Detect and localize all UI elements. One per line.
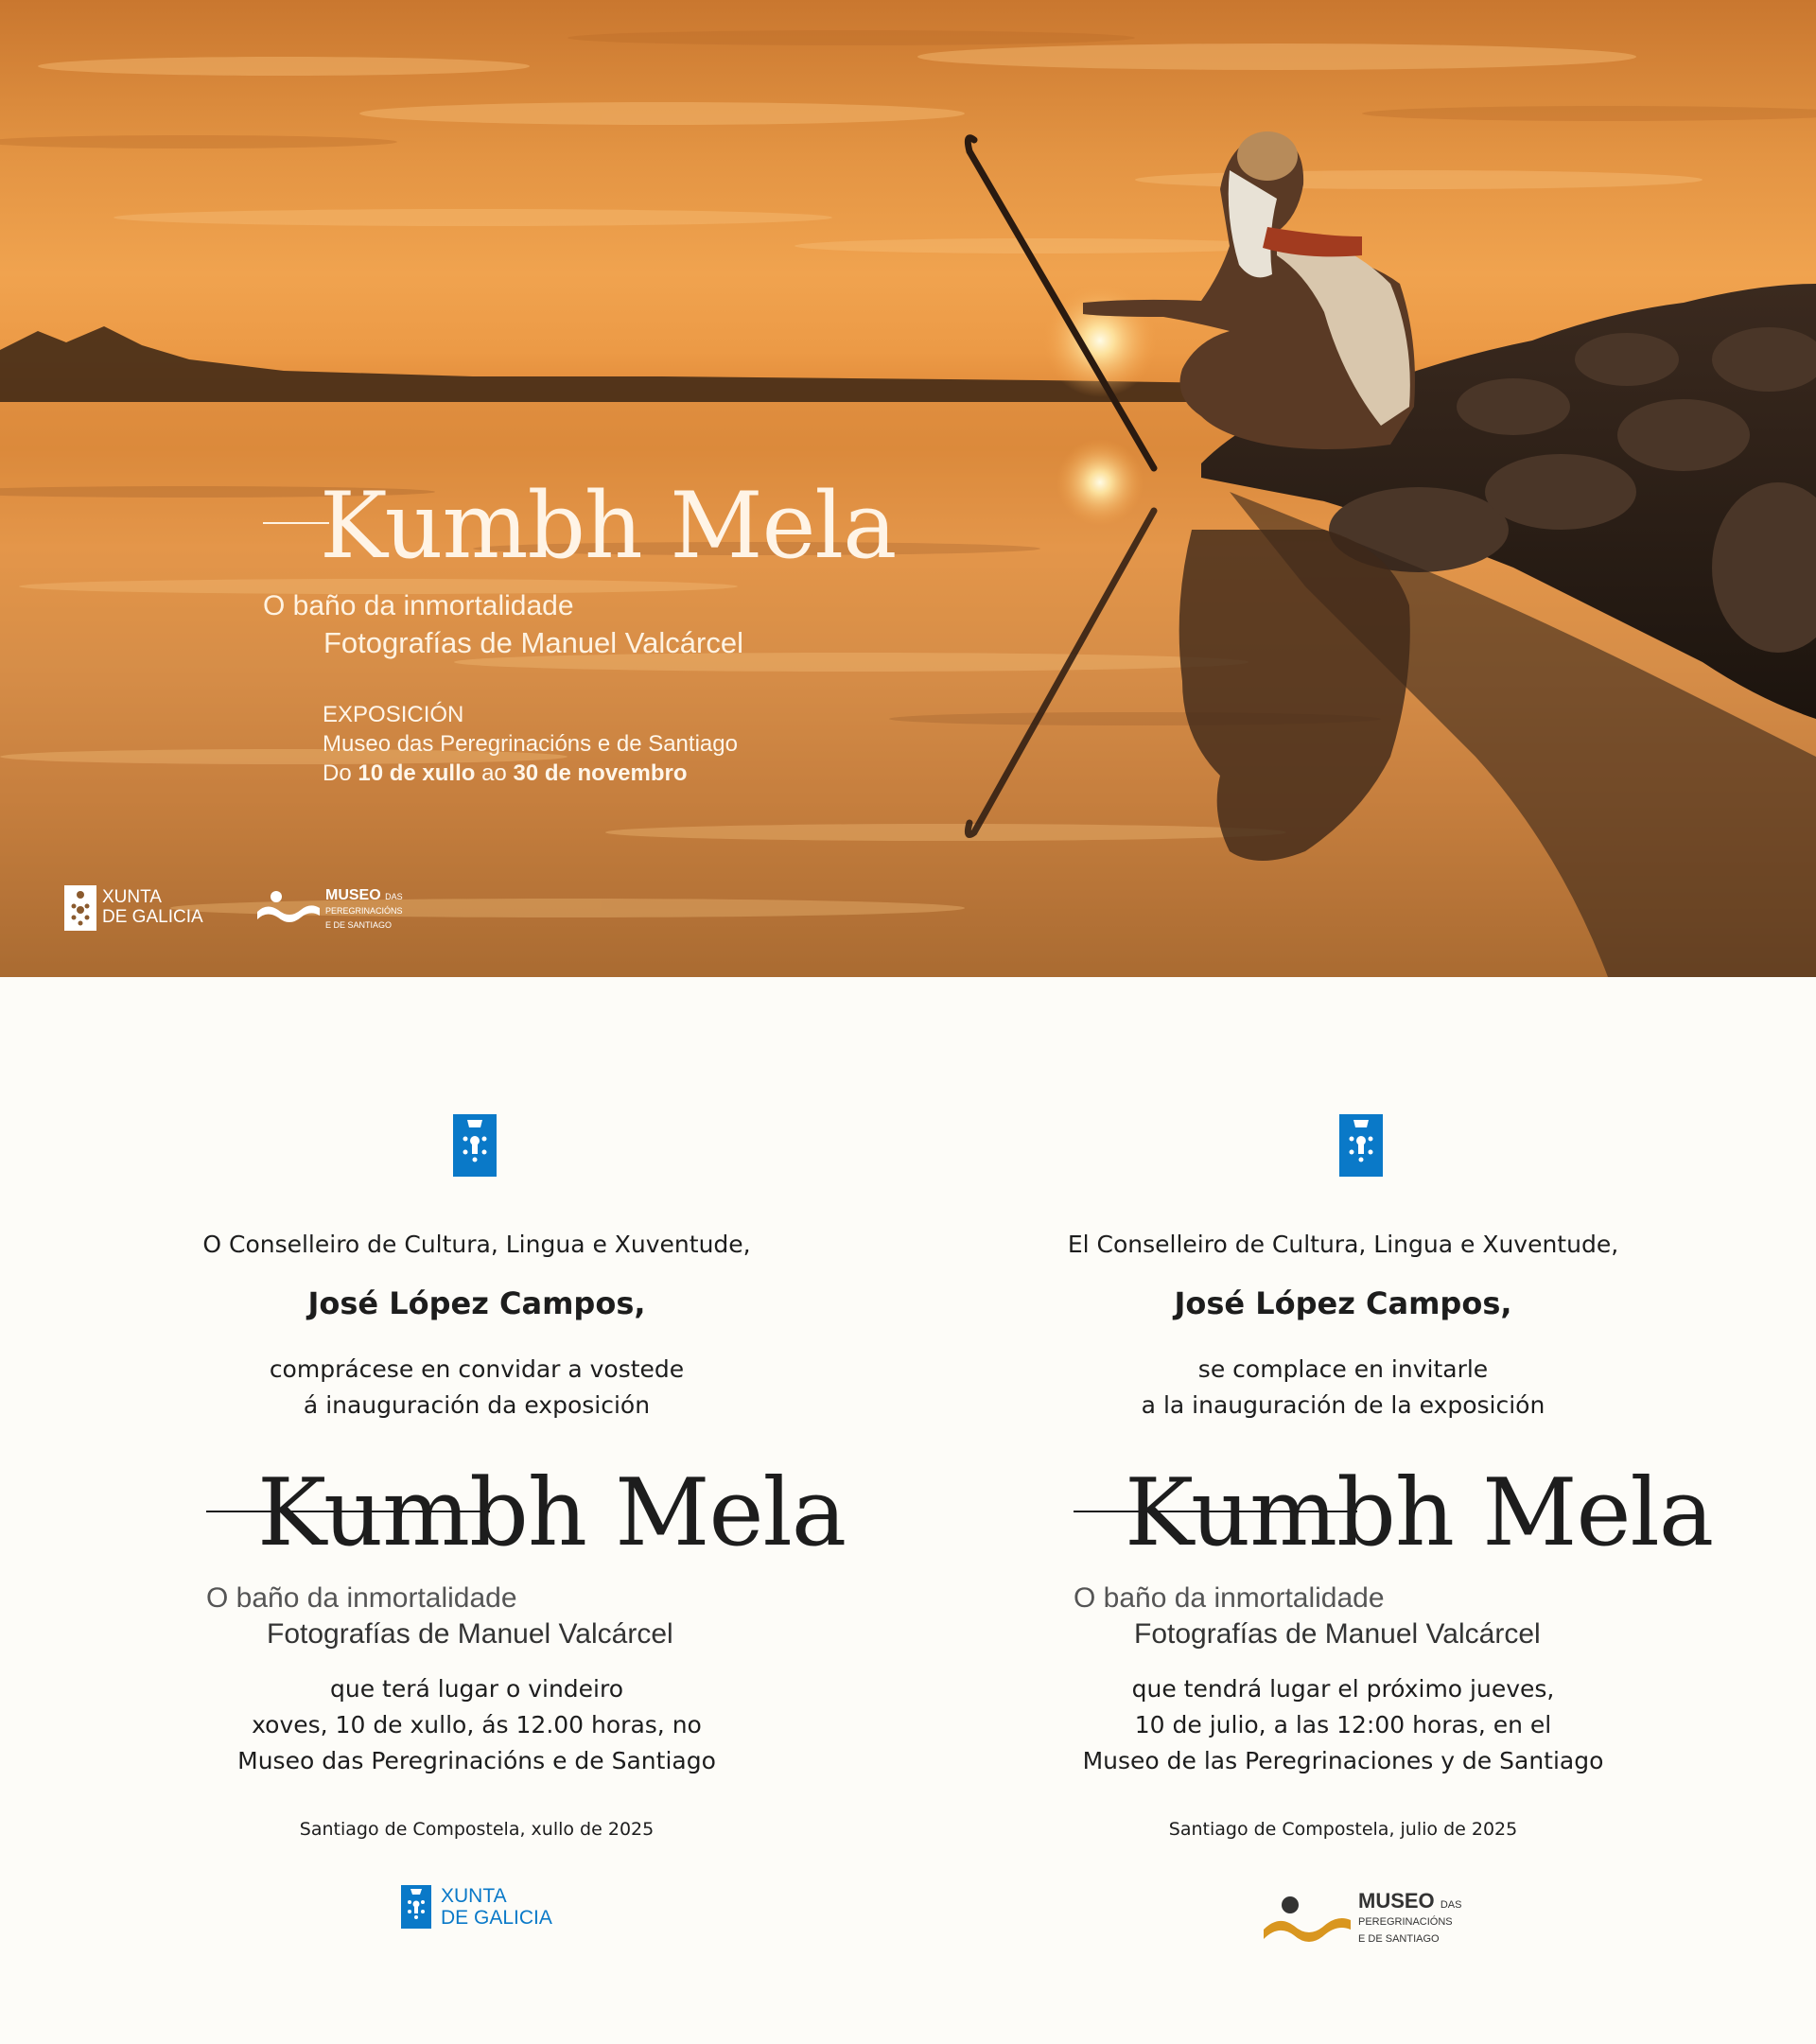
when-line3: Museo das Peregrinacións e de Santiago [237, 1747, 716, 1774]
when-line1: que tendrá lugar el próximo jueves, [1131, 1675, 1555, 1703]
when-line2: xoves, 10 de xullo, ás 12.00 horas, no [252, 1711, 702, 1738]
museo-das: DAS [385, 892, 403, 901]
museo-logo-text [325, 889, 403, 932]
xunta-shield-icon [401, 1885, 431, 1929]
host-name: José López Campos, [307, 1285, 646, 1321]
museo-das: DAS [1440, 1899, 1462, 1911]
invitation-spanish [908, 977, 1816, 2044]
invite-line1: comprácese en convidar a vostede [269, 1355, 685, 1383]
invite-line2: á inauguración da exposición [303, 1391, 651, 1419]
when-line3: Museo de las Peregrinaciones y de Santiago [1082, 1747, 1604, 1774]
exhibition-poster [0, 0, 1816, 977]
conselleiro-line: O Conselleiro de Cultura, Lingua e Xuventude, [202, 1231, 751, 1258]
exhibition-title-block [206, 1459, 847, 1658]
museo-logo-icon [255, 889, 322, 929]
xunta-shield-icon [453, 1114, 497, 1177]
museo-line1: MUSEO [325, 887, 381, 903]
date-start: 10 de xullo [358, 760, 476, 786]
museo-footer-text [1358, 1889, 1462, 1945]
dates-prefix: Do [323, 760, 352, 786]
when-line1: que terá lugar o vindeiro [329, 1675, 624, 1703]
hero-title-block [263, 473, 897, 659]
museo-line2: PEREGRINACIÓNS [1358, 1916, 1453, 1928]
exhibition-dates [323, 759, 738, 788]
exhibition-title-block [1074, 1459, 1714, 1658]
museo-footer-logo [1262, 1890, 1508, 1950]
exhibition-title: Kumbh Mela [1125, 1459, 1714, 1567]
dates-mid: ao [481, 760, 507, 786]
invitation-galician [0, 977, 908, 2044]
museo-logo-icon [1262, 1892, 1353, 1948]
museo-line3: E DE SANTIAGO [325, 920, 393, 930]
invite-line2: a la inauguración de la exposición [1141, 1391, 1545, 1419]
when-line2: 10 de julio, a las 12:00 horas, en el [1134, 1711, 1552, 1738]
place-date: Santiago de Compostela, julio de 2025 [1168, 1819, 1518, 1840]
xunta-footer-text [441, 1885, 552, 1929]
host-name: José López Campos, [1174, 1285, 1512, 1321]
xunta-line1: XUNTA [441, 1885, 507, 1907]
exhibition-byline: Fotografías de Manuel Valcárcel [267, 1618, 673, 1650]
place-date: Santiago de Compostela, xullo de 2025 [299, 1819, 655, 1840]
xunta-shield-icon [64, 885, 96, 931]
exhibition-label: EXPOSICIÓN [323, 702, 464, 727]
museo-line3: E DE SANTIAGO [1358, 1933, 1440, 1945]
exhibition-subtitle: O baño da inmortalidade [1074, 1582, 1385, 1614]
hero-byline: Fotografías de Manuel Valcárcel [323, 626, 743, 659]
date-end: 30 de novembro [513, 760, 688, 786]
xunta-line2: DE GALICIA [441, 1907, 552, 1929]
exhibition-title: Kumbh Mela [257, 1459, 847, 1567]
hero-subtitle: O baño da inmortalidade [263, 590, 574, 621]
xunta-line1: XUNTA [102, 887, 162, 907]
invite-line1: se complace en invitarle [1197, 1355, 1489, 1383]
exhibition-byline: Fotografías de Manuel Valcárcel [1134, 1618, 1541, 1650]
xunta-logo-text [102, 887, 203, 927]
museo-line1: MUSEO [1358, 1889, 1435, 1913]
hero-exhibition-info [323, 700, 738, 788]
xunta-shield-icon [1339, 1114, 1383, 1177]
exhibition-subtitle: O baño da inmortalidade [206, 1582, 517, 1614]
xunta-line2: DE GALICIA [102, 907, 203, 927]
conselleiro-line: El Conselleiro de Cultura, Lingua e Xuventude, [1067, 1231, 1619, 1258]
exhibition-venue: Museo das Peregrinacións e de Santiago [323, 731, 738, 757]
hero-title: Kumbh Mela [320, 473, 897, 579]
museo-line2: PEREGRINACIÓNS [325, 906, 403, 916]
